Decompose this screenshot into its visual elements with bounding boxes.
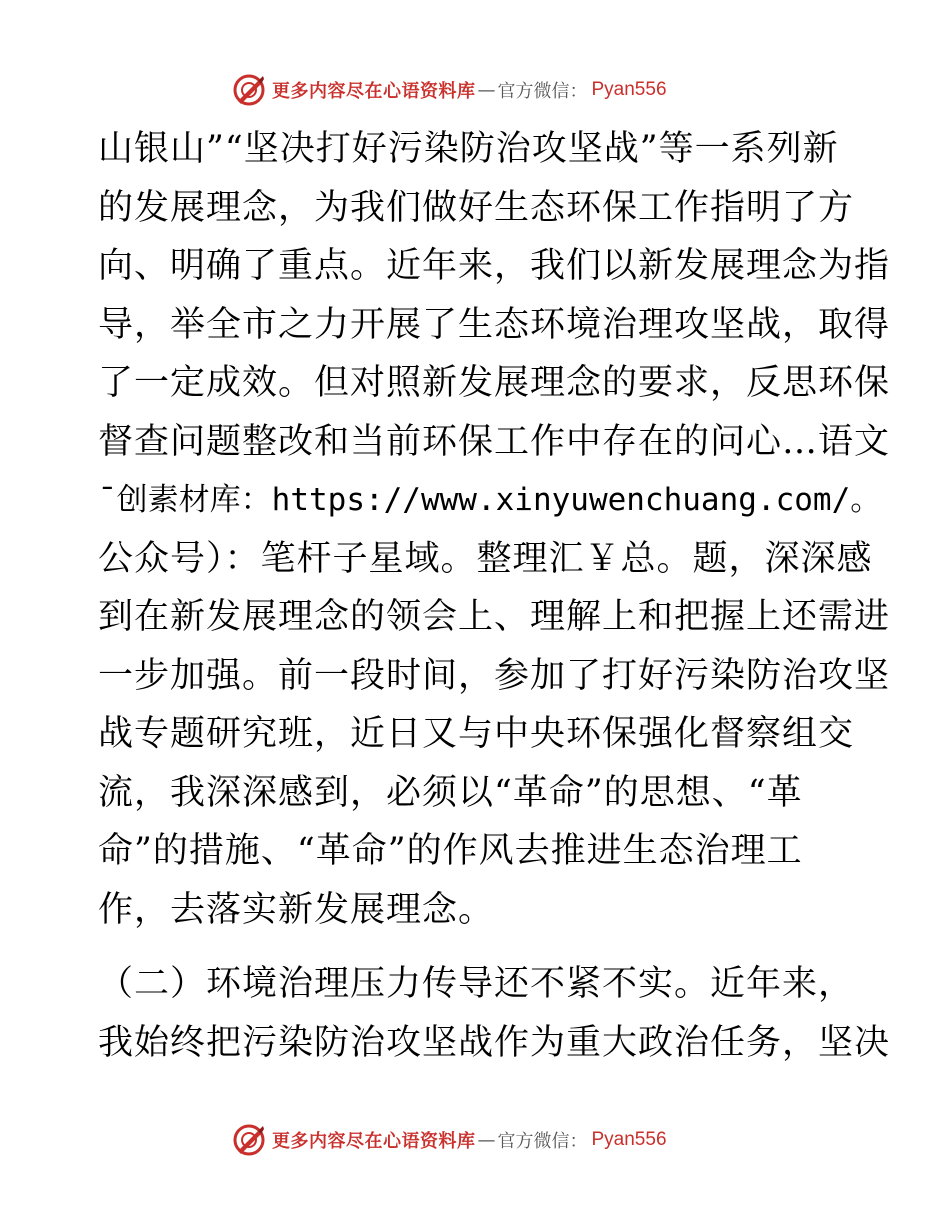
text-line: 了一定成效。但对照新发展理念的要求，反思环保 — [98, 363, 891, 403]
watermark-separator: — — [477, 79, 496, 101]
text-line: 导，举全市之力开展了生态环境治理攻坚战，取得 — [98, 304, 891, 345]
text-line-url: ¯创素材库：https://www.xinyuwenchuang.com/。 — [98, 482, 882, 518]
header-watermark — [232, 70, 667, 110]
text-line: 流，我深深感到，必须以“革命”的思想、“革 — [98, 772, 803, 813]
text-line: 我始终把污染防治攻坚战作为重大政治任务，坚决 — [98, 1022, 891, 1063]
text-line: 公众号）：笔杆子星域。整理汇￥总。题，深深感 — [98, 538, 873, 579]
text-line: 山银山”“坚决打好污染防治攻坚战”等一系列新 — [98, 129, 839, 169]
brand-logo-icon — [232, 73, 266, 107]
footer-watermark — [232, 1120, 667, 1160]
text-line: 作，去落实新发展理念。 — [98, 889, 495, 930]
watermark-label: 官方微信： — [497, 81, 588, 102]
watermark-wechat-id: Pyan556 — [591, 1129, 667, 1150]
text-line: 的发展理念，为我们做好生态环保工作指明了方 — [98, 187, 855, 228]
text-line: 向、明确了重点。近年来，我们以新发展理念为指 — [98, 246, 891, 286]
text-line: 战专题研究班，近日又与中央环保强化督察组交 — [98, 714, 855, 754]
text-line: 督查问题整改和当前环保工作中存在的问心…语文 — [98, 421, 891, 462]
watermark-label: 官方微信： — [497, 1131, 588, 1152]
text-line: 命”的措施、“革命”的作风去推进生态治理工 — [98, 831, 803, 871]
brand-logo-icon — [232, 1123, 266, 1157]
watermark-text: 更多内容尽在心语资料库 — [272, 1131, 476, 1152]
document-body — [98, 120, 891, 1072]
watermark-text: 更多内容尽在心语资料库 — [272, 81, 476, 102]
text-line: 到在新发展理念的领会上、理解上和把握上还需进 — [98, 597, 891, 637]
paragraph-gap — [98, 939, 858, 955]
text-line: 一步加强。前一段时间，参加了打好污染防治攻坚 — [98, 655, 891, 696]
section-heading-line: （二）环境治理压力传导还不紧不实。近年来， — [98, 964, 855, 1004]
watermark-wechat-id: Pyan556 — [591, 79, 667, 100]
watermark-separator: — — [477, 1129, 496, 1151]
